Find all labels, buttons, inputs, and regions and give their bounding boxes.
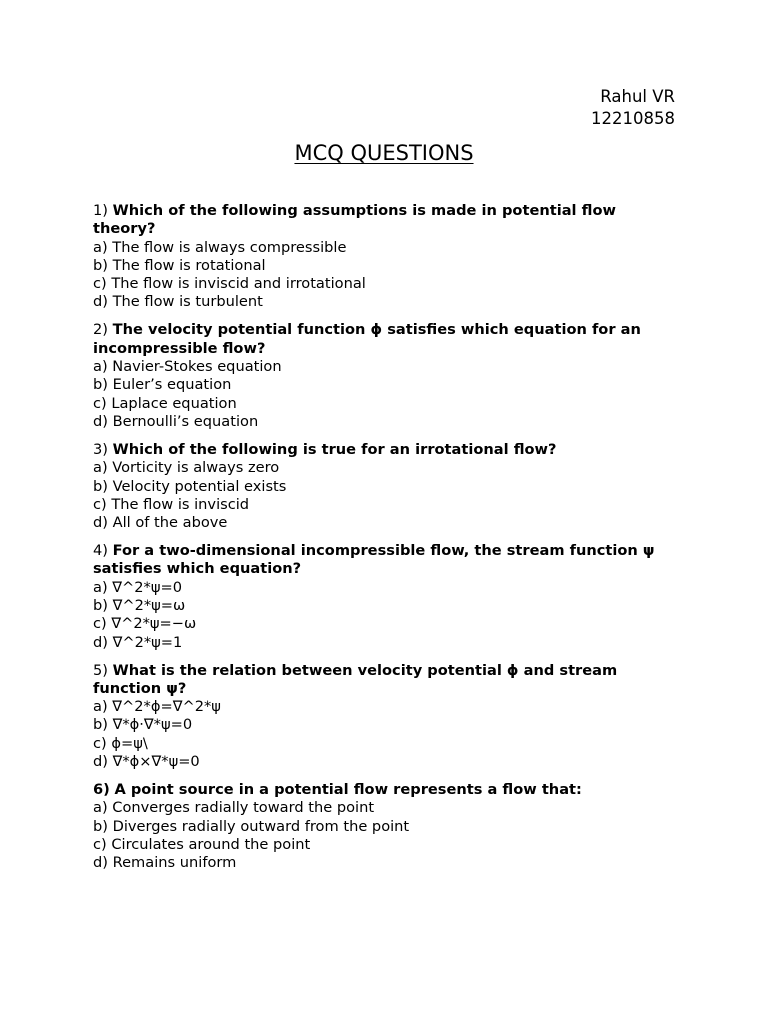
question-number: 4) bbox=[93, 542, 108, 560]
question-1 bbox=[93, 202, 673, 312]
question-number: 5) bbox=[93, 661, 108, 679]
option-a: a) ∇^2*ϕ=∇^2*ψ bbox=[93, 698, 221, 716]
question-text: A point source in a potential flow represents a flow that: bbox=[114, 781, 582, 799]
question-number: 1) bbox=[93, 202, 108, 219]
option-a: a) ∇^2*ψ=0 bbox=[93, 578, 182, 596]
option-d: d) All of the above bbox=[93, 514, 228, 532]
question-number: 6) bbox=[93, 781, 110, 799]
option-a: a) The flow is always compressible bbox=[93, 238, 347, 256]
author-block bbox=[591, 86, 675, 130]
option-c: c) ∇^2*ψ=−ω bbox=[93, 615, 197, 633]
option-c: c) The flow is inviscid and irrotational bbox=[93, 275, 366, 293]
question-text: Which of the following assumptions is made in potential flow theory? bbox=[93, 202, 616, 238]
author-name: Rahul VR bbox=[600, 87, 675, 106]
question-2 bbox=[93, 321, 673, 431]
option-b: b) Velocity potential exists bbox=[93, 477, 287, 495]
question-number: 3) bbox=[93, 440, 108, 458]
option-b: b) Diverges radially outward from the point bbox=[93, 817, 410, 835]
question-stem bbox=[93, 202, 673, 239]
option-d: d) Bernoulli’s equation bbox=[93, 412, 259, 430]
option-b: b) ∇^2*ψ=ω bbox=[93, 597, 186, 614]
option-b: b) Euler’s equation bbox=[93, 376, 232, 394]
option-c: c) The flow is inviscid bbox=[93, 495, 250, 513]
question-list bbox=[93, 202, 673, 882]
question-text: Which of the following is true for an irrotational flow? bbox=[112, 440, 557, 458]
option-d: d) ∇^2*ψ=1 bbox=[93, 633, 183, 651]
option-d: d) Remains uniform bbox=[93, 854, 237, 872]
author-id: 12210858 bbox=[591, 109, 675, 128]
option-c: c) Laplace equation bbox=[93, 394, 237, 412]
question-stem bbox=[93, 441, 673, 459]
question-stem bbox=[93, 542, 673, 579]
option-c: c) Circulates around the point bbox=[93, 835, 311, 853]
option-a: a) Converges radially toward the point bbox=[93, 799, 375, 817]
question-6 bbox=[93, 781, 673, 872]
option-a: a) Navier-Stokes equation bbox=[93, 358, 282, 376]
question-text: The velocity potential function ϕ satisfies which equation for an incompressible flow? bbox=[93, 321, 641, 357]
option-b: b) ∇*ϕ⋅∇*ψ=0 bbox=[93, 716, 193, 734]
option-c: c) ϕ=ψ\ bbox=[93, 734, 148, 752]
question-text: For a two-dimensional incompressible flow, the stream function ψ satisfies which equation? bbox=[93, 542, 655, 578]
question-stem bbox=[93, 321, 673, 358]
page-title: MCQ QUESTIONS bbox=[294, 141, 474, 165]
option-b: b) The flow is rotational bbox=[93, 256, 266, 274]
question-4 bbox=[93, 542, 673, 652]
question-3 bbox=[93, 441, 673, 532]
question-text: What is the relation between velocity potential ϕ and stream function ψ? bbox=[93, 661, 618, 697]
question-stem bbox=[93, 781, 673, 799]
option-a: a) Vorticity is always zero bbox=[93, 459, 280, 477]
option-d: d) The flow is turbulent bbox=[93, 293, 263, 311]
option-d: d) ∇*ϕ×∇*ψ=0 bbox=[93, 753, 200, 771]
question-5 bbox=[93, 662, 673, 772]
question-number: 2) bbox=[93, 321, 108, 339]
question-stem bbox=[93, 662, 673, 699]
